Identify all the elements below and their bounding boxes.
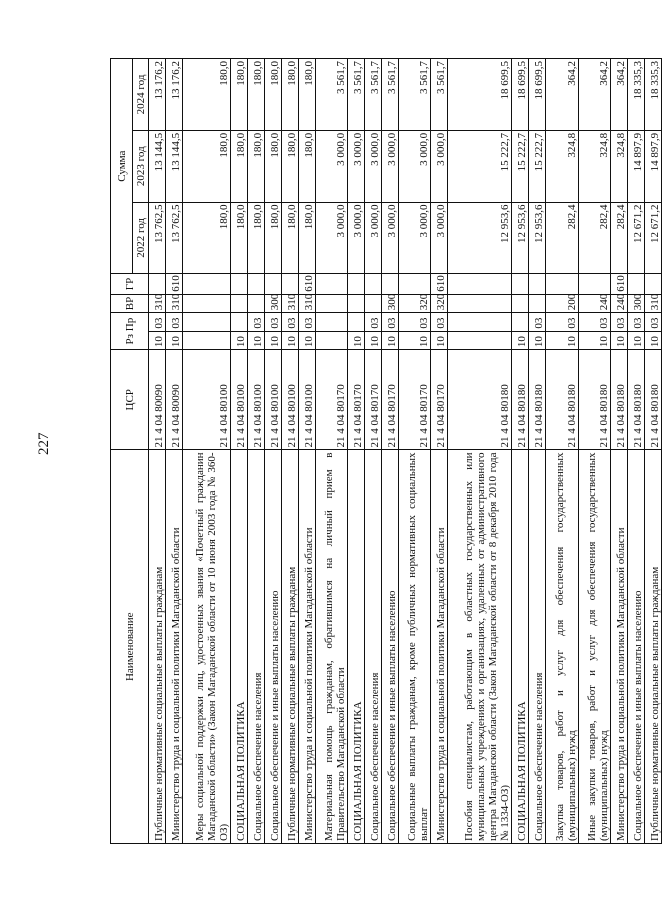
header-csr: ЦСР — [111, 350, 149, 450]
cell-2024: 18 699,5 — [529, 59, 546, 131]
cell-rz: 10 — [231, 331, 248, 349]
cell-2023: 180,0 — [264, 130, 281, 202]
cell-vr — [231, 294, 248, 312]
cell-gr — [315, 274, 348, 294]
cell-pr: 03 — [546, 313, 579, 331]
cell-2024: 3 561,7 — [365, 59, 382, 131]
cell-rz: 10 — [281, 331, 298, 349]
cell-2024: 364,2 — [611, 59, 628, 131]
cell-2024: 18 699,5 — [448, 59, 512, 131]
cell-2024: 18 335,3 — [628, 59, 645, 131]
cell-csr: 21 4 04 80180 — [628, 350, 645, 450]
table-row — [231, 59, 248, 844]
cell-pr — [348, 313, 365, 331]
header-gr: ГР — [111, 274, 149, 294]
cell-rz: 10 — [365, 331, 382, 349]
table-row — [315, 59, 348, 844]
header-year-2024: 2024 год — [133, 59, 149, 131]
table-row — [264, 59, 281, 844]
table-row — [512, 59, 529, 844]
table-row — [247, 59, 264, 844]
cell-csr: 21 4 04 80180 — [611, 350, 628, 450]
cell-gr — [264, 274, 281, 294]
cell-gr — [398, 274, 431, 294]
cell-vr — [448, 294, 512, 312]
cell-csr: 21 4 04 80180 — [512, 350, 529, 450]
cell-gr: 610 — [611, 274, 628, 294]
cell-2024: 364,2 — [578, 59, 611, 131]
cell-pr — [315, 313, 348, 331]
cell-vr: 200 — [546, 294, 579, 312]
cell-2022: 12 953,6 — [529, 202, 546, 274]
cell-rz: 10 — [165, 331, 182, 349]
table-row — [348, 59, 365, 844]
cell-2024: 3 561,7 — [315, 59, 348, 131]
cell-2024: 180,0 — [298, 59, 315, 131]
cell-gr — [247, 274, 264, 294]
cell-rz: 10 — [628, 331, 645, 349]
cell-csr: 21 4 04 80170 — [431, 350, 448, 450]
cell-2024: 13 176,2 — [165, 59, 182, 131]
cell-2023: 180,0 — [182, 130, 230, 202]
cell-2023: 324,8 — [546, 130, 579, 202]
cell-2022: 12 671,2 — [644, 202, 661, 274]
cell-2023: 14 897,9 — [644, 130, 661, 202]
cell-rz: 10 — [611, 331, 628, 349]
cell-2024: 13 176,2 — [149, 59, 166, 131]
cell-vr: 300 — [628, 294, 645, 312]
cell-2024: 180,0 — [264, 59, 281, 131]
cell-2023: 3 000,0 — [382, 130, 399, 202]
cell-2022: 3 000,0 — [365, 202, 382, 274]
cell-gr — [382, 274, 399, 294]
cell-pr — [448, 313, 512, 331]
cell-gr — [512, 274, 529, 294]
cell-rz — [448, 331, 512, 349]
cell-2024: 180,0 — [182, 59, 230, 131]
cell-2022: 180,0 — [231, 202, 248, 274]
table-row — [149, 59, 166, 844]
cell-pr: 03 — [365, 313, 382, 331]
cell-rz: 10 — [398, 331, 431, 349]
cell-vr — [348, 294, 365, 312]
cell-rz: 10 — [298, 331, 315, 349]
cell-rz: 10 — [578, 331, 611, 349]
cell-name: СОЦИАЛЬНАЯ ПОЛИТИКА — [231, 450, 248, 844]
table-row — [448, 59, 512, 844]
header-year-2022: 2022 год — [133, 202, 149, 274]
header-name: Наименование — [111, 450, 149, 844]
cell-2024: 180,0 — [247, 59, 264, 131]
cell-rz: 10 — [512, 331, 529, 349]
cell-2024: 3 561,7 — [348, 59, 365, 131]
cell-vr: 310 — [644, 294, 661, 312]
cell-2023: 3 000,0 — [431, 130, 448, 202]
cell-pr — [182, 313, 230, 331]
header-rz-pr: Рз Пр — [111, 313, 149, 350]
cell-pr: 03 — [382, 313, 399, 331]
cell-pr: 03 — [264, 313, 281, 331]
cell-pr: 03 — [298, 313, 315, 331]
cell-2022: 180,0 — [281, 202, 298, 274]
cell-vr: 240 — [578, 294, 611, 312]
cell-2022: 180,0 — [264, 202, 281, 274]
cell-name: СОЦИАЛЬНАЯ ПОЛИТИКА — [512, 450, 529, 844]
cell-2023: 324,8 — [578, 130, 611, 202]
cell-name: Публичные нормативные социальные выплаты гражданам — [644, 450, 661, 844]
cell-vr: 310 — [165, 294, 182, 312]
cell-rz: 10 — [382, 331, 399, 349]
cell-2022: 282,4 — [546, 202, 579, 274]
cell-csr: 21 4 04 80100 — [298, 350, 315, 450]
cell-pr: 03 — [529, 313, 546, 331]
cell-gr — [281, 274, 298, 294]
cell-name: Социальное обеспечение и иные выплаты населению — [382, 450, 399, 844]
cell-pr: 03 — [644, 313, 661, 331]
cell-2022: 12 953,6 — [512, 202, 529, 274]
cell-vr: 240 — [611, 294, 628, 312]
cell-2023: 14 897,9 — [628, 130, 645, 202]
cell-2022: 282,4 — [578, 202, 611, 274]
cell-2022: 3 000,0 — [398, 202, 431, 274]
cell-vr: 310 — [281, 294, 298, 312]
cell-2022: 12 671,2 — [628, 202, 645, 274]
cell-csr: 21 4 04 80100 — [182, 350, 230, 450]
cell-2023: 180,0 — [231, 130, 248, 202]
cell-name: Социальное обеспечение населения — [365, 450, 382, 844]
cell-pr: 03 — [578, 313, 611, 331]
cell-vr — [529, 294, 546, 312]
cell-rz: 10 — [431, 331, 448, 349]
cell-2022: 282,4 — [611, 202, 628, 274]
table-row — [281, 59, 298, 844]
cell-vr: 320 — [431, 294, 448, 312]
cell-name: Закупка товаров, работ и услуг для обеспечения государственных (муниципальных) нужд — [546, 450, 579, 844]
cell-name: Публичные нормативные социальные выплаты гражданам — [281, 450, 298, 844]
cell-csr: 21 4 04 80170 — [348, 350, 365, 450]
header-vr: ВР — [111, 294, 149, 312]
cell-rz: 10 — [247, 331, 264, 349]
cell-csr: 21 4 04 80090 — [149, 350, 166, 450]
cell-2023: 3 000,0 — [365, 130, 382, 202]
table-row — [165, 59, 182, 844]
cell-pr: 03 — [281, 313, 298, 331]
cell-2024: 18 335,3 — [644, 59, 661, 131]
cell-name: Публичные нормативные социальные выплаты гражданам — [149, 450, 166, 844]
cell-2022: 180,0 — [247, 202, 264, 274]
cell-pr: 03 — [247, 313, 264, 331]
cell-pr: 03 — [611, 313, 628, 331]
cell-2023: 3 000,0 — [348, 130, 365, 202]
cell-vr: 310 — [298, 294, 315, 312]
cell-2024: 180,0 — [231, 59, 248, 131]
cell-rz: 10 — [546, 331, 579, 349]
page-number: 227 — [36, 432, 52, 455]
cell-2024: 180,0 — [281, 59, 298, 131]
cell-2022: 180,0 — [182, 202, 230, 274]
cell-gr — [448, 274, 512, 294]
cell-vr — [315, 294, 348, 312]
cell-2023: 15 222,7 — [448, 130, 512, 202]
cell-2022: 3 000,0 — [431, 202, 448, 274]
cell-csr: 21 4 04 80100 — [264, 350, 281, 450]
table-row — [382, 59, 399, 844]
cell-2023: 3 000,0 — [315, 130, 348, 202]
cell-2024: 3 561,7 — [382, 59, 399, 131]
cell-2022: 13 762,5 — [149, 202, 166, 274]
cell-rz: 10 — [348, 331, 365, 349]
cell-name: СОЦИАЛЬНАЯ ПОЛИТИКА — [348, 450, 365, 844]
cell-pr: 03 — [165, 313, 182, 331]
cell-name: Министерство труда и социальной политики Магаданской области — [165, 450, 182, 844]
cell-pr: 03 — [628, 313, 645, 331]
cell-vr: 300 — [264, 294, 281, 312]
cell-2022: 12 953,6 — [448, 202, 512, 274]
cell-name: Социальное обеспечение и иные выплаты населению — [628, 450, 645, 844]
cell-2023: 180,0 — [281, 130, 298, 202]
cell-vr: 300 — [382, 294, 399, 312]
cell-gr — [231, 274, 248, 294]
cell-pr: 03 — [398, 313, 431, 331]
cell-vr: 310 — [149, 294, 166, 312]
table-row — [546, 59, 579, 844]
cell-csr: 21 4 04 80170 — [382, 350, 399, 450]
cell-vr — [365, 294, 382, 312]
cell-2022: 13 762,5 — [165, 202, 182, 274]
cell-csr: 21 4 04 80180 — [546, 350, 579, 450]
table-row — [644, 59, 661, 844]
cell-name: Социальное обеспечение населения — [247, 450, 264, 844]
cell-name: Материальная помощь гражданам, обратившимся на личный прием в Правительство Магаданской области — [315, 450, 348, 844]
table-row — [529, 59, 546, 844]
cell-2024: 364,2 — [546, 59, 579, 131]
table-header — [111, 59, 149, 844]
budget-table-panel — [110, 58, 662, 844]
cell-vr — [182, 294, 230, 312]
table-row — [611, 59, 628, 844]
cell-pr: 03 — [431, 313, 448, 331]
cell-2022: 3 000,0 — [315, 202, 348, 274]
cell-gr: 610 — [298, 274, 315, 294]
cell-name: Министерство труда и социальной политики Магаданской области — [611, 450, 628, 844]
cell-name: Иные закупки товаров, работ и услуг для обеспечения государственных (муниципальных) нужд — [578, 450, 611, 844]
cell-csr: 21 4 04 80180 — [448, 350, 512, 450]
cell-vr — [247, 294, 264, 312]
cell-csr: 21 4 04 80180 — [644, 350, 661, 450]
cell-gr: 610 — [165, 274, 182, 294]
cell-gr: 610 — [431, 274, 448, 294]
cell-2024: 3 561,7 — [398, 59, 431, 131]
cell-csr: 21 4 04 80100 — [247, 350, 264, 450]
cell-2024: 18 699,5 — [512, 59, 529, 131]
cell-rz: 10 — [529, 331, 546, 349]
cell-csr: 21 4 04 80180 — [529, 350, 546, 450]
cell-csr: 21 4 04 80090 — [165, 350, 182, 450]
cell-2023: 13 144,5 — [149, 130, 166, 202]
table-row — [182, 59, 230, 844]
cell-csr: 21 4 04 80100 — [281, 350, 298, 450]
table-row — [628, 59, 645, 844]
cell-name: Социальное обеспечение и иные выплаты населению — [264, 450, 281, 844]
cell-gr — [348, 274, 365, 294]
cell-2023: 13 144,5 — [165, 130, 182, 202]
cell-name: Меры социальной поддержки лиц, удостоенных звания «Почетный гражданин Магаданской области» (Закон Магаданской области от 10 июня 2003 года № 360-ОЗ) — [182, 450, 230, 844]
table-row — [298, 59, 315, 844]
cell-csr: 21 4 04 80180 — [578, 350, 611, 450]
cell-rz: 10 — [644, 331, 661, 349]
table-row — [578, 59, 611, 844]
cell-name: Пособия специалистам, работающим в областных государственных или муниципальных учреждениях и организациях, удаленных от административного центра Магаданской области (Закон Магаданской области от 8 декабря 2010 года № 1334-ОЗ) — [448, 450, 512, 844]
cell-pr — [512, 313, 529, 331]
cell-name: Министерство труда и социальной политики Магаданской области — [298, 450, 315, 844]
cell-name: Социальное обеспечение населения — [529, 450, 546, 844]
cell-vr — [512, 294, 529, 312]
table-row — [398, 59, 431, 844]
cell-csr: 21 4 04 80170 — [365, 350, 382, 450]
cell-name: Социальные выплаты гражданам, кроме публичных нормативных социальных выплат — [398, 450, 431, 844]
cell-csr: 21 4 04 80170 — [315, 350, 348, 450]
cell-pr: 03 — [149, 313, 166, 331]
cell-gr — [644, 274, 661, 294]
cell-vr: 320 — [398, 294, 431, 312]
cell-pr — [231, 313, 248, 331]
cell-2022: 180,0 — [298, 202, 315, 274]
cell-gr — [182, 274, 230, 294]
cell-2023: 3 000,0 — [398, 130, 431, 202]
cell-rz: 10 — [264, 331, 281, 349]
table-body — [149, 59, 662, 844]
cell-gr — [529, 274, 546, 294]
cell-gr — [365, 274, 382, 294]
header-year-2023: 2023 год — [133, 130, 149, 202]
cell-rz — [182, 331, 230, 349]
cell-2022: 3 000,0 — [348, 202, 365, 274]
budget-table — [110, 58, 662, 844]
cell-name: Министерство труда и социальной политики Магаданской области — [431, 450, 448, 844]
cell-2023: 15 222,7 — [529, 130, 546, 202]
cell-2022: 3 000,0 — [382, 202, 399, 274]
cell-rz — [315, 331, 348, 349]
cell-2024: 3 561,7 — [431, 59, 448, 131]
cell-2023: 180,0 — [247, 130, 264, 202]
cell-rz: 10 — [149, 331, 166, 349]
cell-2023: 324,8 — [611, 130, 628, 202]
cell-2023: 15 222,7 — [512, 130, 529, 202]
cell-csr: 21 4 04 80100 — [231, 350, 248, 450]
table-row — [431, 59, 448, 844]
cell-gr — [628, 274, 645, 294]
table-row — [365, 59, 382, 844]
cell-2023: 180,0 — [298, 130, 315, 202]
cell-gr — [578, 274, 611, 294]
cell-gr — [149, 274, 166, 294]
header-sum: Сумма — [111, 59, 133, 274]
cell-csr: 21 4 04 80170 — [398, 350, 431, 450]
cell-gr — [546, 274, 579, 294]
